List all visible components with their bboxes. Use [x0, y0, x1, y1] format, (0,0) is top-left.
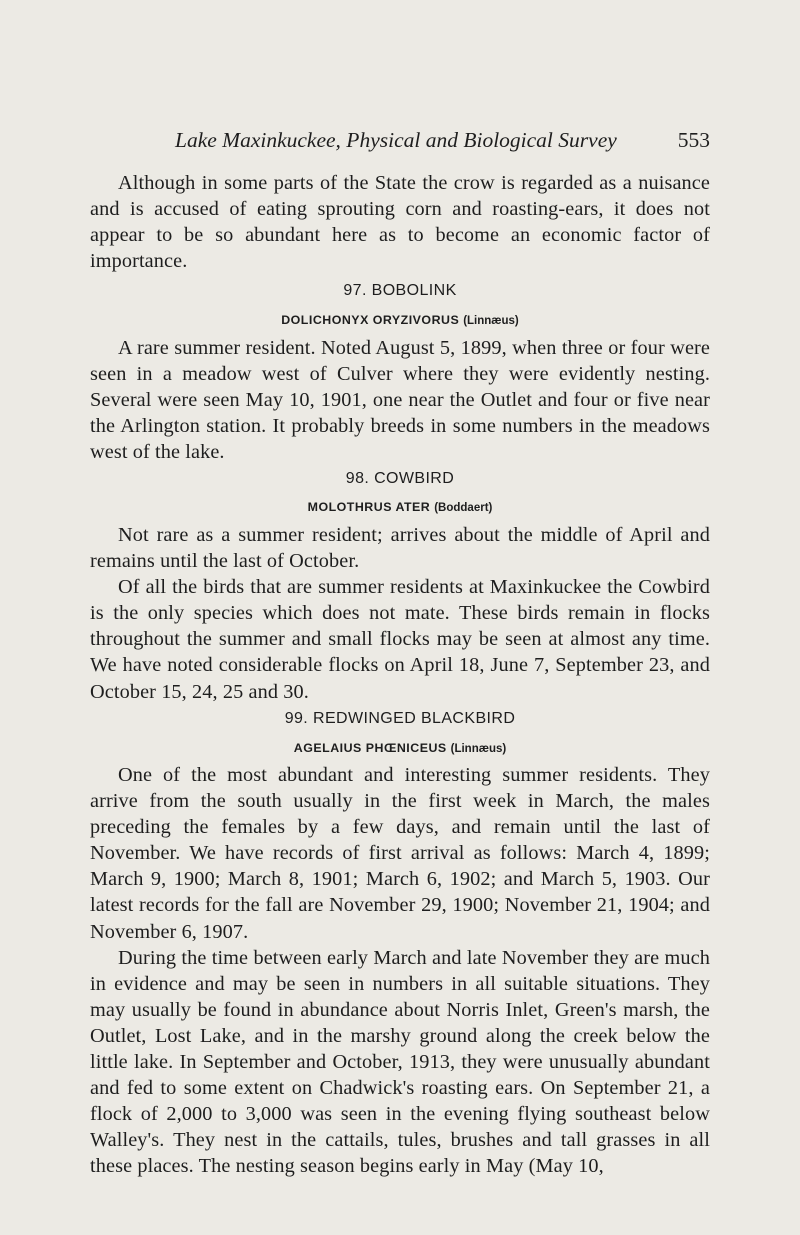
species-text-redwinged-blackbird: [90, 762, 710, 1180]
species-text-bobolink: [90, 335, 710, 465]
page-number: 553: [677, 128, 710, 152]
scientific-name: DOLICHONYX ORYZIVORUS: [281, 313, 460, 327]
species-text-cowbird: [90, 522, 710, 705]
species-heading-cowbird: 98. COWBIRD: [345, 470, 455, 487]
paragraph: One of the most abundant and interesting summer residents. They arrive from the south usually in the first week in March, the males preceding the females by a few days, and remain until the last of November. We have records of first arrival as follows: March 4, 1899; March 9, 1900; March 8, 1901; March 6, 1902; and March 5, 1903. Our latest records for the fall are November 29, 1900; November 21, 1904; and November 6, 1907.: [90, 764, 710, 943]
scientific-name-bobolink: [90, 313, 710, 327]
scientific-name: AGELAIUS PHŒNICEUS: [293, 741, 447, 755]
paragraph: Of all the birds that are summer residents at Maxinkuckee the Cowbird is the only species which does not mate. These birds remain in flocks throughout the summer and small flocks may be seen at almost any time. We have noted considerable flocks on April 18, June 7, September 23, and October 15, 24, 25 and 30.: [90, 576, 710, 703]
scientific-name-redwinged-blackbird: [90, 741, 710, 755]
paragraph: During the time between early March and late November they are much in evidence and may be seen in numbers in all suitable situations. They may usually be found in abundance about Norris Inlet, Green's marsh, the Outlet, Lost Lake, and in the marshy ground along the creek below the little lake. In September and October, 1913, they were unusually abundant and fed to some extent on Chadwick's roasting ears. On September 21, a flock of 2,000 to 3,000 was seen in the evening flying southeast below Walley's. They nest in the cattails, tules, brushes and tall grasses in all these places. The nesting season begins early in May (May 10,: [90, 946, 710, 1178]
scientific-name: MOLOTHRUS ATER: [307, 500, 431, 514]
running-title: Lake Maxinkuckee, Physical and Biological Survey: [175, 128, 617, 152]
paragraph: A rare summer resident. Noted August 5, 1899, when three or four were seen in a meadow west of Culver where they were evidently nesting. Several were seen May 10, 1901, one near the Outlet and four or five near the Arlington station. It probably breeds in some numbers in the meadows west of the lake.: [90, 337, 710, 464]
authority: (Linnæus): [450, 743, 507, 755]
scientific-name-cowbird: [90, 500, 710, 514]
authority: (Linnæus): [463, 315, 519, 327]
authority: (Boddaert): [434, 502, 493, 514]
intro-text: [90, 170, 710, 274]
species-heading-bobolink: 97. BOBOLINK: [343, 282, 457, 299]
paragraph: Not rare as a summer resident; arrives about the middle of April and remains until the last of October.: [90, 524, 710, 573]
species-heading-redwinged-blackbird: 99. REDWINGED BLACKBIRD: [284, 710, 516, 727]
paragraph: Although in some parts of the State the crow is regarded as a nuisance and is accused of eating sprouting corn and roasting-ears, it does not appear to be so abundant here as to become an economic factor of importance.: [90, 172, 710, 273]
running-header: [175, 128, 710, 153]
